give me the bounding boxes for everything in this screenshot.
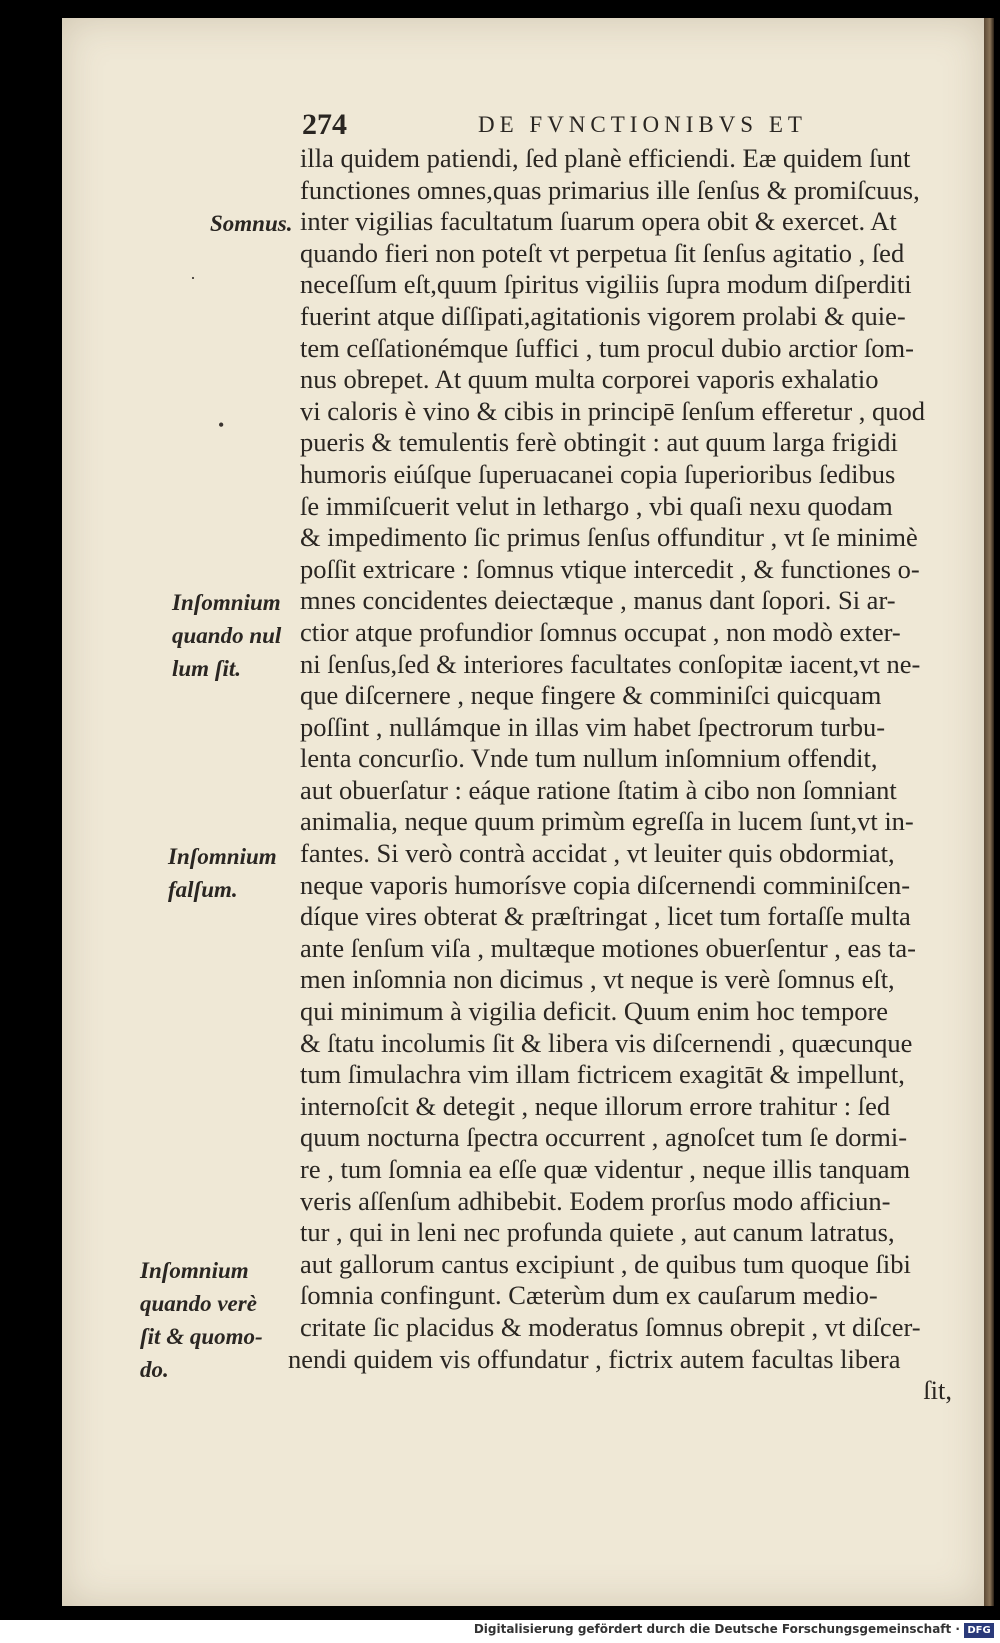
text-line: & impedimento ſic primus ſenſus offunditur , vt ſe minimè (300, 522, 918, 553)
marginal-note-line: Somnus. (210, 211, 293, 236)
running-head: DE FVNCTIONIBVS ET (478, 112, 807, 137)
catchword: ſit, (923, 1375, 952, 1406)
text-line: tem ceſſationémque ſuffici , tum procul dubio arctior ſom- (300, 332, 914, 363)
text-line: mnes concidentes deiectæque , manus dant ſopori. Si ar- (300, 585, 896, 616)
text-line: functiones omnes,quas primarius ille ſenſus & promiſcuus, (300, 174, 920, 205)
text-line: humoris eiúſque ſuperuacanei copia ſuperioribus ſedibus (300, 458, 896, 489)
text-line: fuerint atque diſſipati,agitationis vigorem prolabi & quie- (300, 300, 906, 331)
text-line: inter vigilias facultatum ſuarum opera obit & exercet. At (300, 206, 897, 237)
marginal-note-line: ſit & quomo- (140, 1324, 263, 1349)
text-line: quum nocturna ſpectra occurrent , agnoſcet tum ſe dormi- (300, 1122, 908, 1153)
page-edge (984, 18, 994, 1606)
text-line: qui minimum à vigilia deficit. Quum enim hoc tempore (300, 996, 889, 1027)
text-line: re , tum ſomnia ea eſſe quæ videntur , neque illis tanquam (300, 1154, 911, 1184)
text-line: díque vires obterat & præſtringat , licet tum fortaſſe multa (300, 901, 911, 932)
text-line: ni ſenſus,ſed & interiores facultates conſopitæ iacent,vt ne- (300, 648, 921, 679)
page-header (302, 108, 922, 146)
text-line: & ſtatu incolumis ſit & libera vis diſcernendi , quæcunque (300, 1027, 913, 1058)
text-line: pueris & temulentis ferè obtingit : aut quum larga frigidi (300, 427, 898, 458)
text-line: critate ſic placidus & moderatus ſomnus obrepit , vt diſcer- (300, 1311, 921, 1342)
marginal-note-line: Inſomnium (172, 590, 281, 615)
marginal-note-somnus (210, 207, 348, 240)
text-line: animalia, neque quum primùm egreſſa in lucem ſunt,vt in- (300, 806, 914, 837)
text-line: veris aſſenſum adhibebit. Eodem prorſus modo afficiun- (300, 1185, 891, 1216)
text-line: nendi quidem vis offundatur , fictrix autem facultas libera (288, 1343, 901, 1374)
text-line: poſſit extricare : ſomnus vtique intercedit , & functiones o- (300, 553, 920, 584)
marginal-note-line: quando verè (140, 1291, 257, 1316)
marginal-note-line: falſum. (168, 877, 238, 902)
text-line: neque vaporis humorísve copia diſcernendi comminiſcen- (300, 869, 911, 900)
text-line: tum ſimulachra vim illam fictricem exagitāt & impellunt, (300, 1059, 905, 1090)
text-line: aut obuerſatur : eáque ratione ſtatim à cibo non ſomniant (300, 774, 897, 805)
text-line: men inſomnia non dicimus , vt neque is verè ſomnus eſt, (300, 964, 895, 995)
marginal-note-line: Inſomnium (168, 844, 277, 869)
marginal-note-line: quando nul (172, 623, 282, 648)
marginal-note-line: do. (140, 1357, 169, 1382)
marginal-note-insomnium-nullum (172, 586, 310, 685)
text-line: ſe immiſcuerit velut in lethargo , vbi quaſi nexu quodam (300, 490, 893, 521)
folio-number: 274 (302, 108, 347, 141)
margin-dot: • (218, 415, 225, 435)
text-line: fantes. Si verò contrà accidat , vt leuiter quis obdormiat, (300, 838, 895, 869)
text-line: vi caloris è vino & cibis in principē ſenſum efferetur , quod (300, 395, 926, 426)
margin-dot: · (190, 268, 196, 288)
text-line: que diſcernere , neque fingere & comminiſci quicquam (300, 680, 882, 711)
body-text (288, 143, 952, 1407)
text-line: illa quidem patiendi, ſed planè efficiendi. Eæ quidem ſunt (300, 143, 911, 173)
text-line: quando fieri non poteſt vt perpetua ſit ſenſus agitatio , ſed (300, 237, 905, 268)
text-line: nus obrepet. At quum multa corporei vaporis exhalatio (300, 364, 879, 395)
marginal-note-insomnium-vere (140, 1254, 278, 1386)
text-line: lenta concurſio. Vnde tum nullum inſomnium offendit, (300, 743, 878, 774)
text-line: neceſſum eſt,quum ſpiritus vigiliis ſupra modum diſperditi (300, 269, 912, 300)
text-line: internoſcit & detegit , neque illorum errore trahitur : ſed (300, 1090, 891, 1121)
digitization-footer (0, 1620, 1000, 1643)
text-line: ante ſenſum viſa , multæque motiones obuerſentur , eas ta- (300, 932, 916, 963)
text-line: poſſint , nullámque in illas vim habet ſpectrorum turbu- (300, 711, 886, 742)
text-line: ſomnia confingunt. Cæterùm dum ex cauſarum medio- (300, 1280, 878, 1311)
dfg-logo-icon: DFG (964, 1623, 994, 1638)
text-line: ctior atque profundior ſomnus occupat , non modò exter- (300, 616, 901, 647)
funding-credit: Digitalisierung gefördert durch die Deutsche Forschungsgemeinschaft · (473, 1622, 960, 1636)
marginal-note-line: Inſomnium (140, 1258, 249, 1283)
text-line: tur , qui in leni nec profunda quiete , aut canum latratus, (300, 1217, 895, 1248)
marginal-note-insomnium-falsum (168, 840, 306, 906)
text-line: aut gallorum cantus excipiunt , de quibus tum quoque ſibi (300, 1248, 911, 1279)
marginal-note-line: lum ſit. (172, 656, 242, 681)
